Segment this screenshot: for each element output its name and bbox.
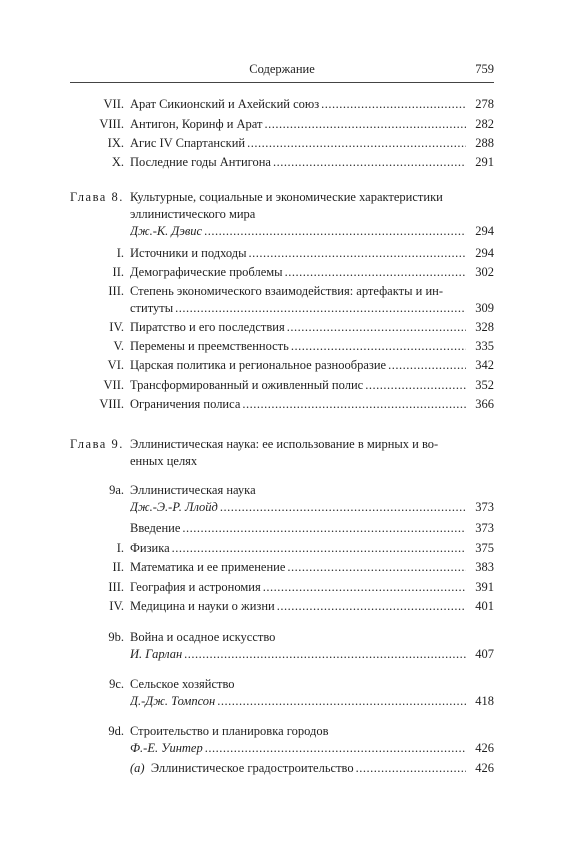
entry-page: 373 [475,521,494,535]
entry-title: Медицина и науки о жизни [130,599,275,613]
entry-number: II. [112,560,124,574]
entry-title: Трансформированный и оживленный полис [130,378,364,392]
entry-page: 282 [475,117,494,131]
entry-number: V. [113,339,124,353]
entry-page: 383 [475,560,494,574]
entry-title: Математика и ее применение [130,560,286,574]
entry-title-line2: ституты [130,301,174,315]
running-header-title: Содержание [249,62,315,76]
running-header [70,62,494,78]
toc-entry [0,539,566,557]
entry-number: IX. [107,136,124,150]
subchapter-author [0,498,566,516]
chapter-heading-continued [0,205,566,223]
subchapter-number: 9a. [109,483,124,497]
subchapter-heading [0,722,566,740]
running-header-page-number: 759 [475,62,494,76]
toc-entry [0,337,566,355]
entry-number: I. [116,541,124,555]
entry-page: 401 [475,599,494,613]
entry-page: 309 [475,301,494,315]
entry-marker: (a) [130,761,145,775]
entry-number: IV. [109,320,124,334]
entry-number: II. [112,265,124,279]
toc-entry-continued [0,299,566,317]
entry-number: I. [116,246,124,260]
toc-entry [0,263,566,281]
subchapter-author [0,739,566,757]
entry-page: 375 [475,541,494,555]
chapter-label: Глава 9. [70,437,124,451]
entry-title: Эллинистическое градостроительство [150,761,354,775]
chapter-heading-continued [0,452,566,470]
entry-title: Демографические проблемы [130,265,283,279]
entry-title: Степень экономического взаимодействия: артефакты и ин- [130,284,443,298]
chapter-author [0,222,566,240]
entry-title: Введение [130,521,181,535]
toc-entry [0,519,566,537]
entry-title: Царская политика и региональное разнообразие [130,358,387,372]
entry-number: III. [108,284,124,298]
entry-number: X. [111,155,124,169]
entry-title: Арат Сикионский и Ахейский союз [130,97,320,111]
entry-page: 294 [475,246,494,260]
entry-page: 335 [475,339,494,353]
subchapter-title: Строительство и планировка городов [130,724,329,738]
subchapter-title: Эллинистическая наука [130,483,256,497]
toc-entry [0,134,566,152]
entry-number: III. [108,580,124,594]
entry-page: 391 [475,580,494,594]
entry-page: 426 [475,741,494,755]
entry-title: Ограничения полиса [130,397,241,411]
entry-number: VI. [107,358,124,372]
entry-page: 366 [475,397,494,411]
chapter-title-line2: енных целях [130,454,198,468]
subchapter-title: Война и осадное искусство [130,630,276,644]
toc-entry [0,376,566,394]
subchapter-heading [0,675,566,693]
entry-page: 278 [475,97,494,111]
entry-title: Последние годы Антигона [130,155,271,169]
toc-entry [0,115,566,133]
subchapter-author [0,645,566,663]
toc-entry [0,759,566,777]
toc-entry [0,597,566,615]
subchapter-author [0,692,566,710]
entry-number: VII. [103,97,124,111]
toc-entry [0,153,566,171]
entry-title: Источники и подходы [130,246,247,260]
entry-number: VIII. [99,117,124,131]
subchapter-number: 9d. [108,724,124,738]
author-name: Дж.-Э.-Р. Ллойд [130,500,218,514]
header-rule [70,82,494,83]
entry-page: 291 [475,155,494,169]
subchapter-number: 9b. [108,630,124,644]
subchapter-title: Сельское хозяйство [130,677,235,691]
subchapter-heading [0,628,566,646]
entry-page: 342 [475,358,494,372]
entry-title: Пиратство и его последствия [130,320,285,334]
toc-entry [0,395,566,413]
entry-number: VIII. [99,397,124,411]
chapter-heading [0,188,566,206]
entry-number: VII. [103,378,124,392]
author-name: Ф.-Е. Уинтер [130,741,203,755]
author-name: И. Гарлан [130,647,183,661]
entry-page: 373 [475,500,494,514]
entry-title: География и астрономия [130,580,261,594]
entry-page: 407 [475,647,494,661]
chapter-label: Глава 8. [70,190,124,204]
toc-entry [0,282,566,300]
toc-entry [0,558,566,576]
subchapter-heading [0,481,566,499]
entry-page: 426 [475,761,494,775]
entry-title: Агис IV Спартанский [130,136,246,150]
entry-page: 294 [475,224,494,238]
entry-number: IV. [109,599,124,613]
author-name: Дж.-К. Дэвис [130,224,203,238]
chapter-title: Культурные, социальные и экономические характеристики [130,190,443,204]
toc-entry [0,356,566,374]
entry-title: Антигон, Коринф и Арат [130,117,263,131]
toc-entry [0,95,566,113]
chapter-heading [0,435,566,453]
subchapter-number: 9c. [109,677,124,691]
entry-title: Перемены и преемственность [130,339,289,353]
entry-title: Физика [130,541,170,555]
entry-page: 288 [475,136,494,150]
entry-page: 352 [475,378,494,392]
toc-entry [0,318,566,336]
toc-entry [0,578,566,596]
chapter-title-line2: эллинистического мира [130,207,256,221]
chapter-title: Эллинистическая наука: ее использование в мирных и во- [130,437,439,451]
entry-page: 418 [475,694,494,708]
author-name: Д.-Дж. Томпсон [130,694,216,708]
entry-page: 302 [475,265,494,279]
entry-page: 328 [475,320,494,334]
toc-entry [0,244,566,262]
